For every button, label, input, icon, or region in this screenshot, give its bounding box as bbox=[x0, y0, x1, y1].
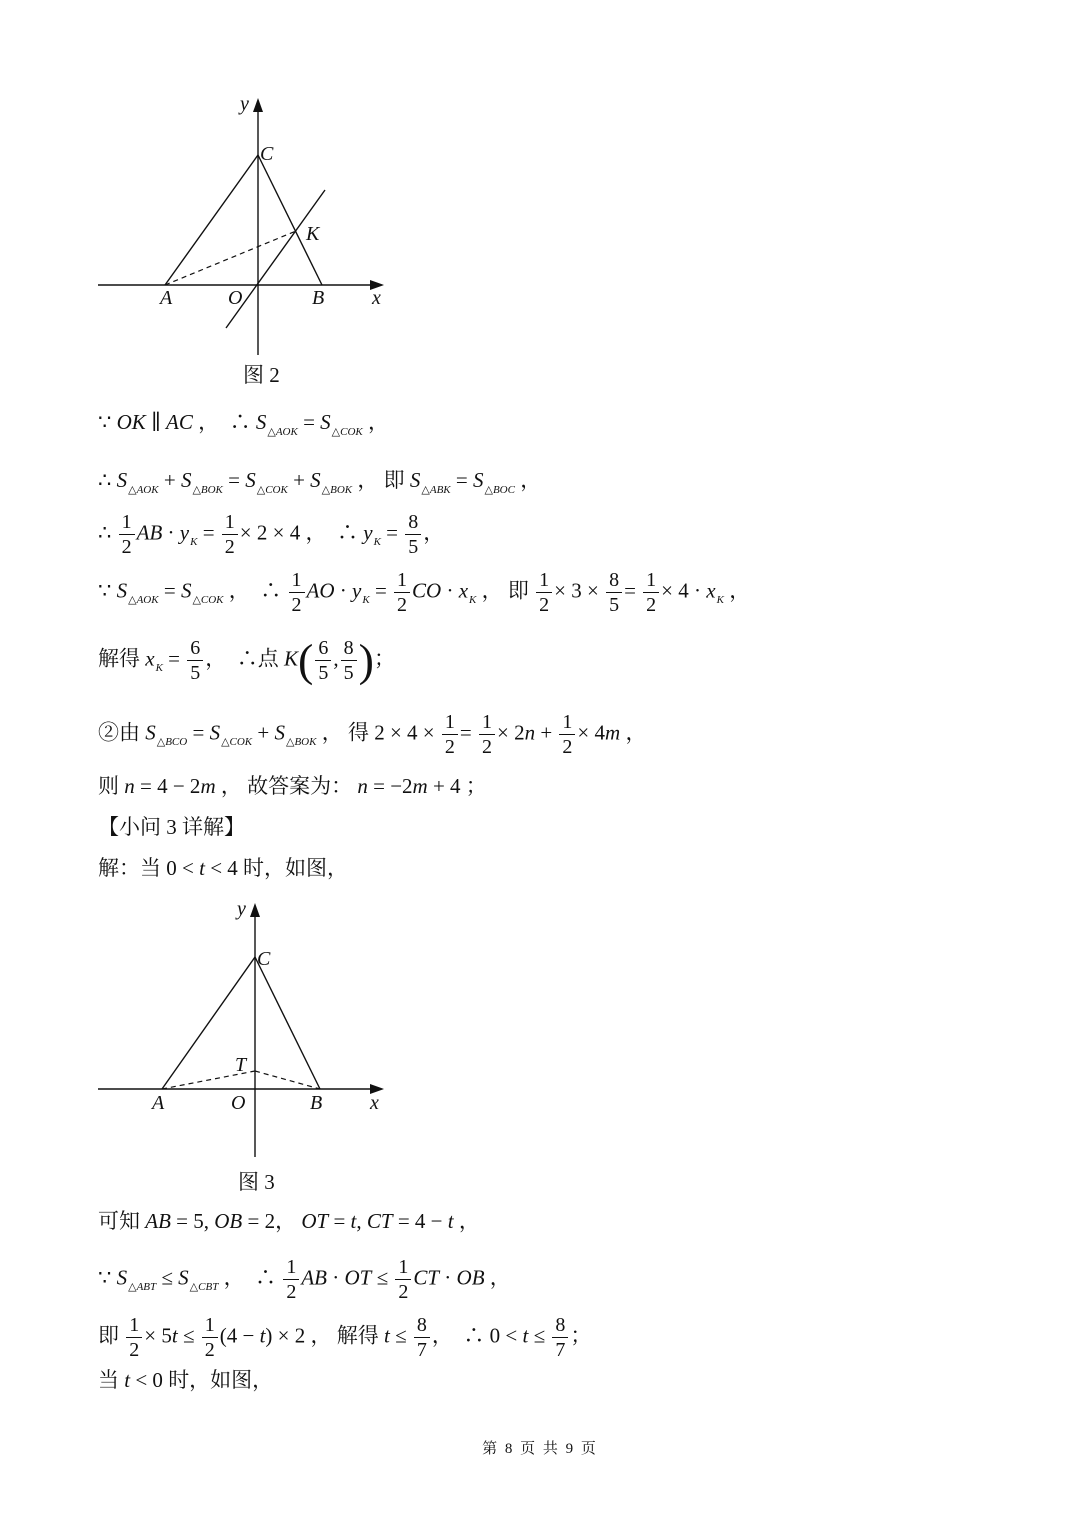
shi-rutu-word: 时，如图， bbox=[243, 856, 349, 880]
fig3-label-y: y bbox=[237, 898, 246, 920]
de-word: 得 bbox=[347, 720, 369, 745]
fig2-label-a: A bbox=[160, 287, 173, 309]
line-12: 即 $\frac{1}{2}$ × 5t ≤ $\frac{1}{2}$ (4 − t) × 2 ， 解得 t ≤ $\frac{8}{7}$ ， ∴ 0 < t ≤ $\frac{8}{7}$ ； bbox=[98, 1314, 592, 1361]
figure-2-diagram bbox=[90, 90, 410, 365]
fig2-label-k: K bbox=[306, 223, 320, 245]
jie-word: 解：当 bbox=[98, 856, 161, 880]
figure-3-diagram bbox=[90, 895, 410, 1170]
jiede-word: 解得 bbox=[98, 646, 140, 671]
figure-3-caption: 图 3 bbox=[238, 1170, 275, 1194]
ji-word: 即 bbox=[383, 468, 405, 492]
you-word: ②由 bbox=[98, 720, 140, 745]
figure-2-caption: 图 2 bbox=[243, 363, 280, 387]
fig3-label-c: C bbox=[257, 948, 271, 970]
fig3-label-x: x bbox=[370, 1092, 379, 1114]
dang-word: 当 bbox=[98, 1368, 119, 1392]
line-8-heading: 【小问 3 详解】 bbox=[98, 815, 245, 839]
line-11: ∵ $S_{\triangle ABT} \le S_{\triangle CBT}$ ， ∴ $\frac{1}{2}$ AB · OT ≤ $\frac{1}{2}$ CT · OB ， bbox=[98, 1256, 511, 1303]
kezhi-word: 可知 bbox=[98, 1209, 140, 1233]
fig2-label-x: x bbox=[372, 287, 381, 309]
page-footer: 第 8 页 共 9 页 bbox=[482, 1441, 598, 1457]
fig2-label-o: O bbox=[228, 287, 243, 309]
line-4: ∵ $S_{\triangle AOK} = S_{\triangle COK}$ ， ∴ $\frac{1}{2}$ AO · $y_K$ = $\frac{1}{2}$ CO · $x_K$ ， 即 $\frac{1}{2}$ × 3 × $\frac{8}{5}$ = $\frac{1}{2}$ × $4 \cdot x_K$ ， bbox=[98, 569, 751, 616]
dian-word: ∴点 bbox=[236, 646, 279, 671]
line-5: 解得 $x_K$ = $\frac{6}{5}$ ， ∴点 K( $\frac{6}{5}$ , $\frac{8}{5}$ )； bbox=[98, 634, 395, 686]
line-9: 解：当 0 < t < 4 时，如图， bbox=[98, 856, 349, 880]
fig2-label-y: y bbox=[240, 93, 249, 115]
line-3: ∴ $\frac{1}{2}$ AB · $y_K$ = $\frac{1}{2}$ × 2 × 4 ， ∴ $y_K$ = $\frac{8}{5}$ ， bbox=[98, 511, 445, 558]
fig3-label-b: B bbox=[310, 1092, 323, 1114]
fig3-label-t: T bbox=[235, 1054, 247, 1076]
fig2-label-b: B bbox=[312, 287, 325, 309]
line-7: 则 n = 4 − 2m ， 故答案为： n = −2m + 4 ； bbox=[98, 774, 487, 798]
fig2-label-c: C bbox=[260, 143, 274, 165]
line-2: ∴ $S_{\triangle AOK} + S_{\triangle BOK} = S_{\triangle COK} + S_{\triangle BOK}$ ， 即 $S_{\triangle ABK} = S_{\triangle BOC}$ ， bbox=[98, 468, 542, 496]
guda-word: 故答案为： bbox=[247, 774, 353, 798]
fig3-label-a: A bbox=[152, 1092, 165, 1114]
ze-word: 则 bbox=[98, 774, 119, 798]
line-13: 当 t < 0 时，如图， bbox=[98, 1368, 274, 1392]
jiede2-word: 解得 bbox=[336, 1323, 379, 1348]
line-6: ②由 $S_{\triangle BCO} = S_{\triangle COK} + S_{\triangle BOK}$ ， 得 2 × 4 × $\frac{1}{2}$ = $\frac{1}{2}$ × 2n + $\frac{1}{2}$ × 4m ， bbox=[98, 711, 647, 758]
line-10: 可知 AB = 5, OB = 2， OT = t, CT = 4 − t ， bbox=[98, 1209, 480, 1233]
fig3-label-o: O bbox=[231, 1092, 246, 1114]
shi-rutu-word-2: 时，如图， bbox=[168, 1368, 274, 1392]
line-1: ∵ OK ∥ AC ， ∴ $S_{\triangle AOK} = S_{\triangle COK}$ ， bbox=[98, 410, 389, 438]
